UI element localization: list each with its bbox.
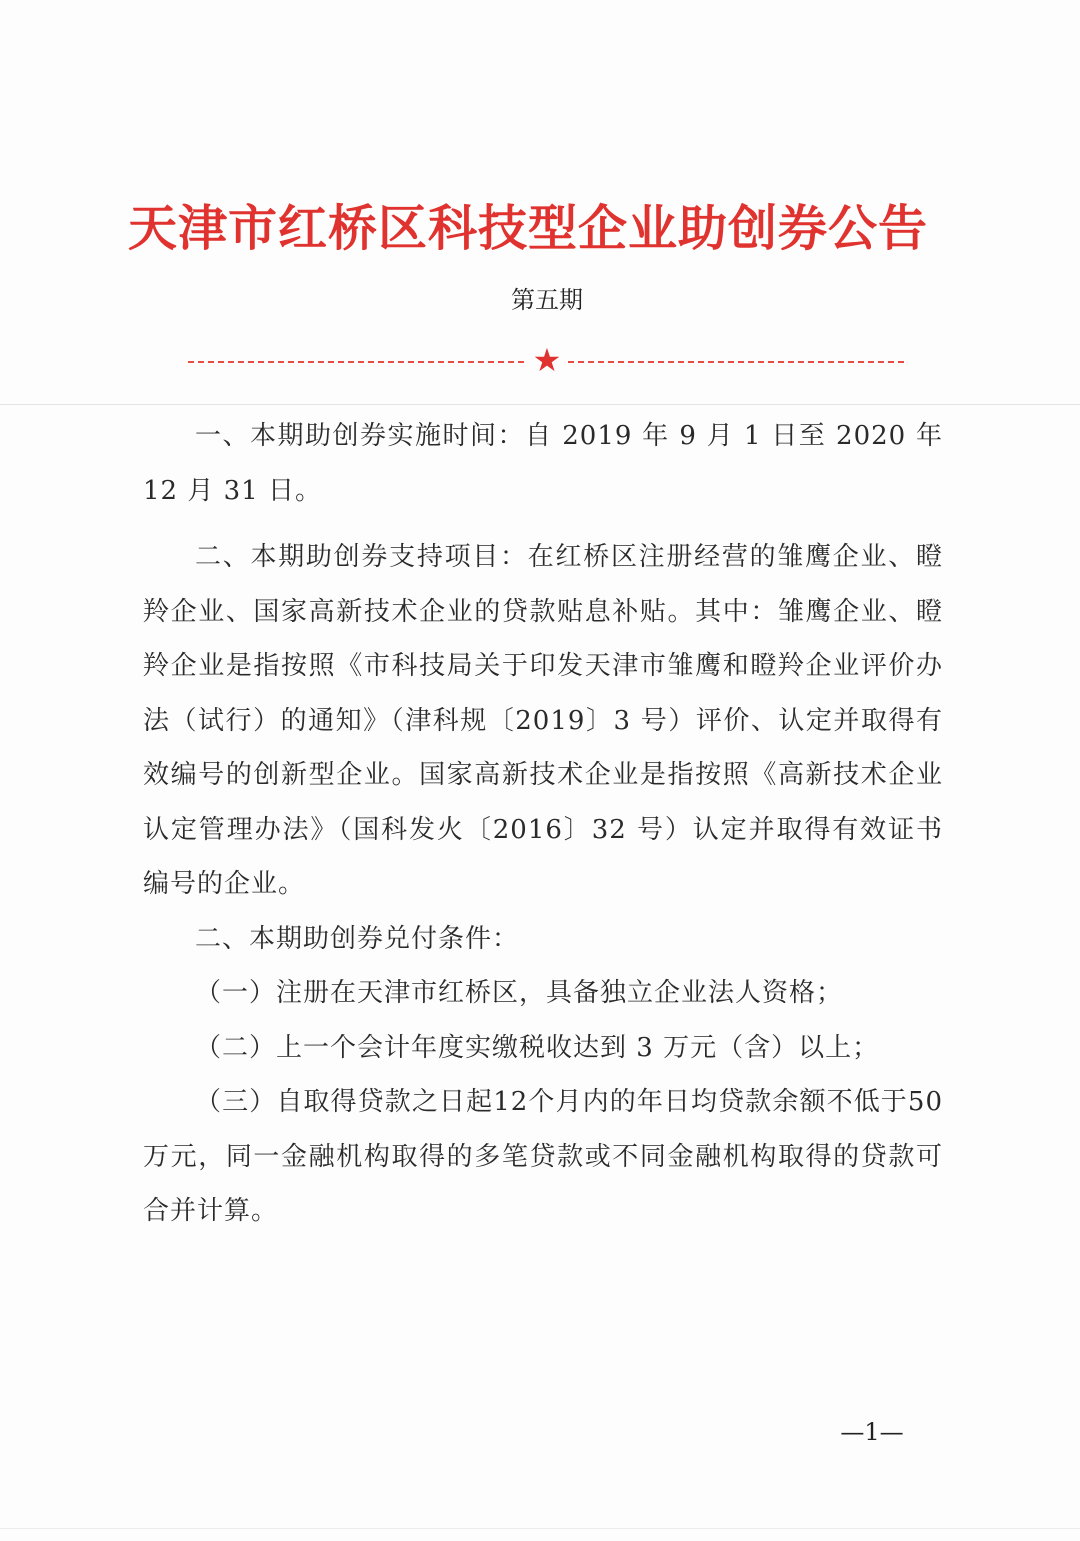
paragraph-implementation-period: 一、本期助创券实施时间：自 2019 年 9 月 1 日至 2020 年 12 月 31 日。 bbox=[143, 421, 943, 506]
paragraph-gap bbox=[143, 518, 943, 530]
document-title: 天津市红桥区科技型企业助创券公告 bbox=[127, 199, 928, 257]
paragraph-condition-3: （三）自取得贷款之日起12个月内的年日均贷款余额不低于50万元，同一金融机构取得的多笔贷款或不同金融机构取得的贷款可合并计算。 bbox=[143, 1087, 943, 1226]
paragraph-condition-1: （一）注册在天津市红桥区，具备独立企业法人资格； bbox=[195, 978, 844, 1008]
scan-fold-line bbox=[0, 404, 1080, 405]
paragraph-conditions-heading: 二、本期助创券兑付条件： bbox=[195, 923, 520, 954]
separator-line-right bbox=[568, 361, 904, 363]
star-icon: ★ bbox=[532, 341, 562, 379]
separator-line-left bbox=[188, 361, 524, 363]
paragraph-supported-projects: 二、本期助创券支持项目：在红桥区注册经营的雏鹰企业、瞪羚企业、国家高新技术企业的贷款贴息补贴。其中：雏鹰企业、瞪羚企业是指按照《市科技局关于印发天津市雏鹰和瞪羚企业评价办法（试行）的通知》（津科规〔2019〕3 号）评价、认定并取得有效编号的创新型企业。国家高新技术企业是指按照《高新技术企业认定管理办法》（国科发火〔2016〕32 号）认定并取得有效证书编号的企业。 bbox=[143, 542, 943, 899]
document-body bbox=[143, 409, 943, 1239]
paragraph-condition-2: （二）上一个会计年度实缴税收达到 3 万元（含）以上； bbox=[195, 1032, 880, 1063]
issue-number: 第五期 bbox=[511, 286, 583, 314]
page-number: —1— bbox=[840, 1418, 904, 1446]
scan-bottom-edge bbox=[0, 1528, 1080, 1529]
red-star-separator bbox=[188, 341, 904, 379]
